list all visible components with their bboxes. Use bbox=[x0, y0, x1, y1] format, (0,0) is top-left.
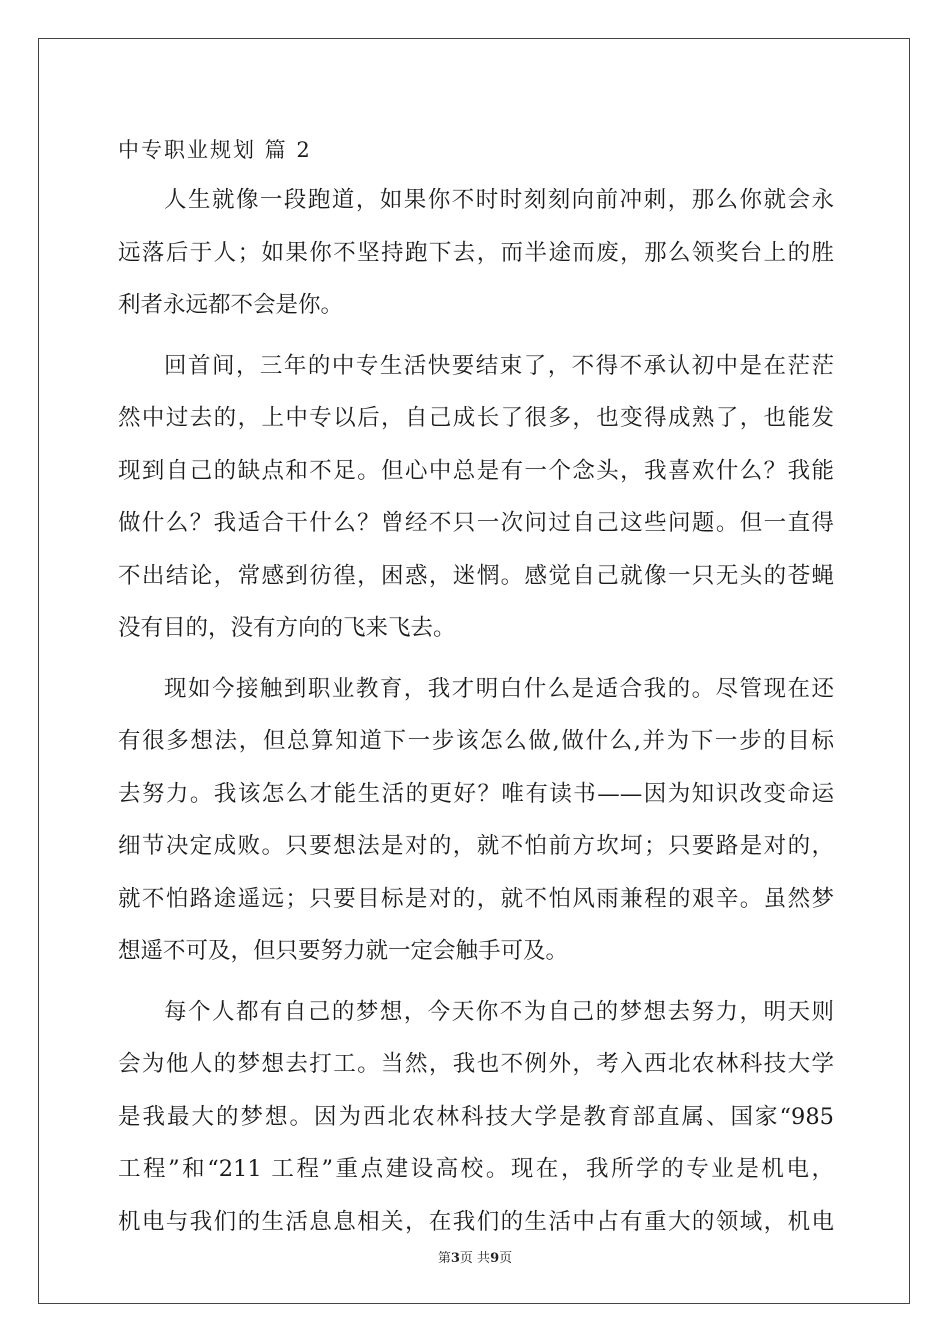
text-line: 利者永远都不会是你。 bbox=[118, 292, 344, 318]
text-line: 回首间，三年的中专生活快要结束了，不得不承认初中是在茫茫 bbox=[164, 352, 834, 379]
text-line: 没有目的，没有方向的飞来飞去。 bbox=[118, 615, 456, 641]
paragraph bbox=[118, 174, 834, 332]
text-line: 远落后于人；如果你不坚持跑下去，而半途而废，那么领奖台上的胜 bbox=[118, 239, 834, 266]
paragraph bbox=[118, 340, 834, 655]
text-line: 工程”和“211 工程”重点建设高校。现在，我所学的专业是机电， bbox=[118, 1156, 834, 1182]
paragraph bbox=[118, 663, 834, 978]
text-line: 不出结论，常感到彷徨，困惑，迷惘。感觉自己就像一只无头的苍蝇 bbox=[118, 562, 834, 589]
text-line: 然中过去的，上中专以后，自己成长了很多，也变得成熟了，也能发 bbox=[118, 405, 834, 431]
text-line: 人生就像一段跑道，如果你不时时刻刻向前冲刺，那么你就会永 bbox=[164, 187, 834, 213]
text-line: 会为他人的梦想去打工。当然，我也不例外，考入西北农林科技大学 bbox=[118, 1051, 834, 1077]
text-line: 有很多想法，但总算知道下一步该怎么做,做什么,并为下一步的目标 bbox=[118, 728, 834, 754]
text-line: 每个人都有自己的梦想，今天你不为自己的梦想去努力，明天则 bbox=[164, 998, 834, 1025]
page-mid: 页 共 bbox=[459, 1251, 491, 1266]
page-current: 3 bbox=[450, 1251, 460, 1266]
text-line: 就不怕路途遥远；只要目标是对的，就不怕风雨兼程的艰辛。虽然梦 bbox=[118, 885, 834, 912]
page-total: 9 bbox=[490, 1251, 500, 1266]
page-prefix: 第 bbox=[437, 1251, 451, 1266]
paragraph bbox=[118, 986, 834, 1249]
text-line: 是我最大的梦想。因为西北农林科技大学是教育部直属、国家“985 bbox=[118, 1103, 834, 1130]
page-suffix: 页 bbox=[499, 1251, 513, 1266]
text-line: 现到自己的缺点和不足。但心中总是有一个念头，我喜欢什么？我能 bbox=[118, 457, 834, 484]
text-line: 做什么？我适合干什么？曾经不只一次问过自己这些问题。但一直得 bbox=[118, 510, 834, 536]
text-line: 现如今接触到职业教育，我才明白什么是适合我的。尽管现在还 bbox=[164, 675, 834, 702]
text-line: 想遥不可及，但只要努力就一定会触手可及。 bbox=[118, 938, 569, 964]
text-line: 机电与我们的生活息息相关，在我们的生活中占有重大的领域，机电 bbox=[118, 1208, 834, 1235]
page-footer bbox=[0, 1247, 950, 1266]
document-body bbox=[118, 126, 834, 1248]
section-heading: 中专职业规划 篇 2 bbox=[118, 138, 312, 162]
text-line: 去努力。我该怎么才能生活的更好？唯有读书——因为知识改变命运 bbox=[118, 780, 834, 807]
text-line: 细节决定成败。只要想法是对的，就不怕前方坎坷；只要路是对的， bbox=[118, 833, 834, 859]
